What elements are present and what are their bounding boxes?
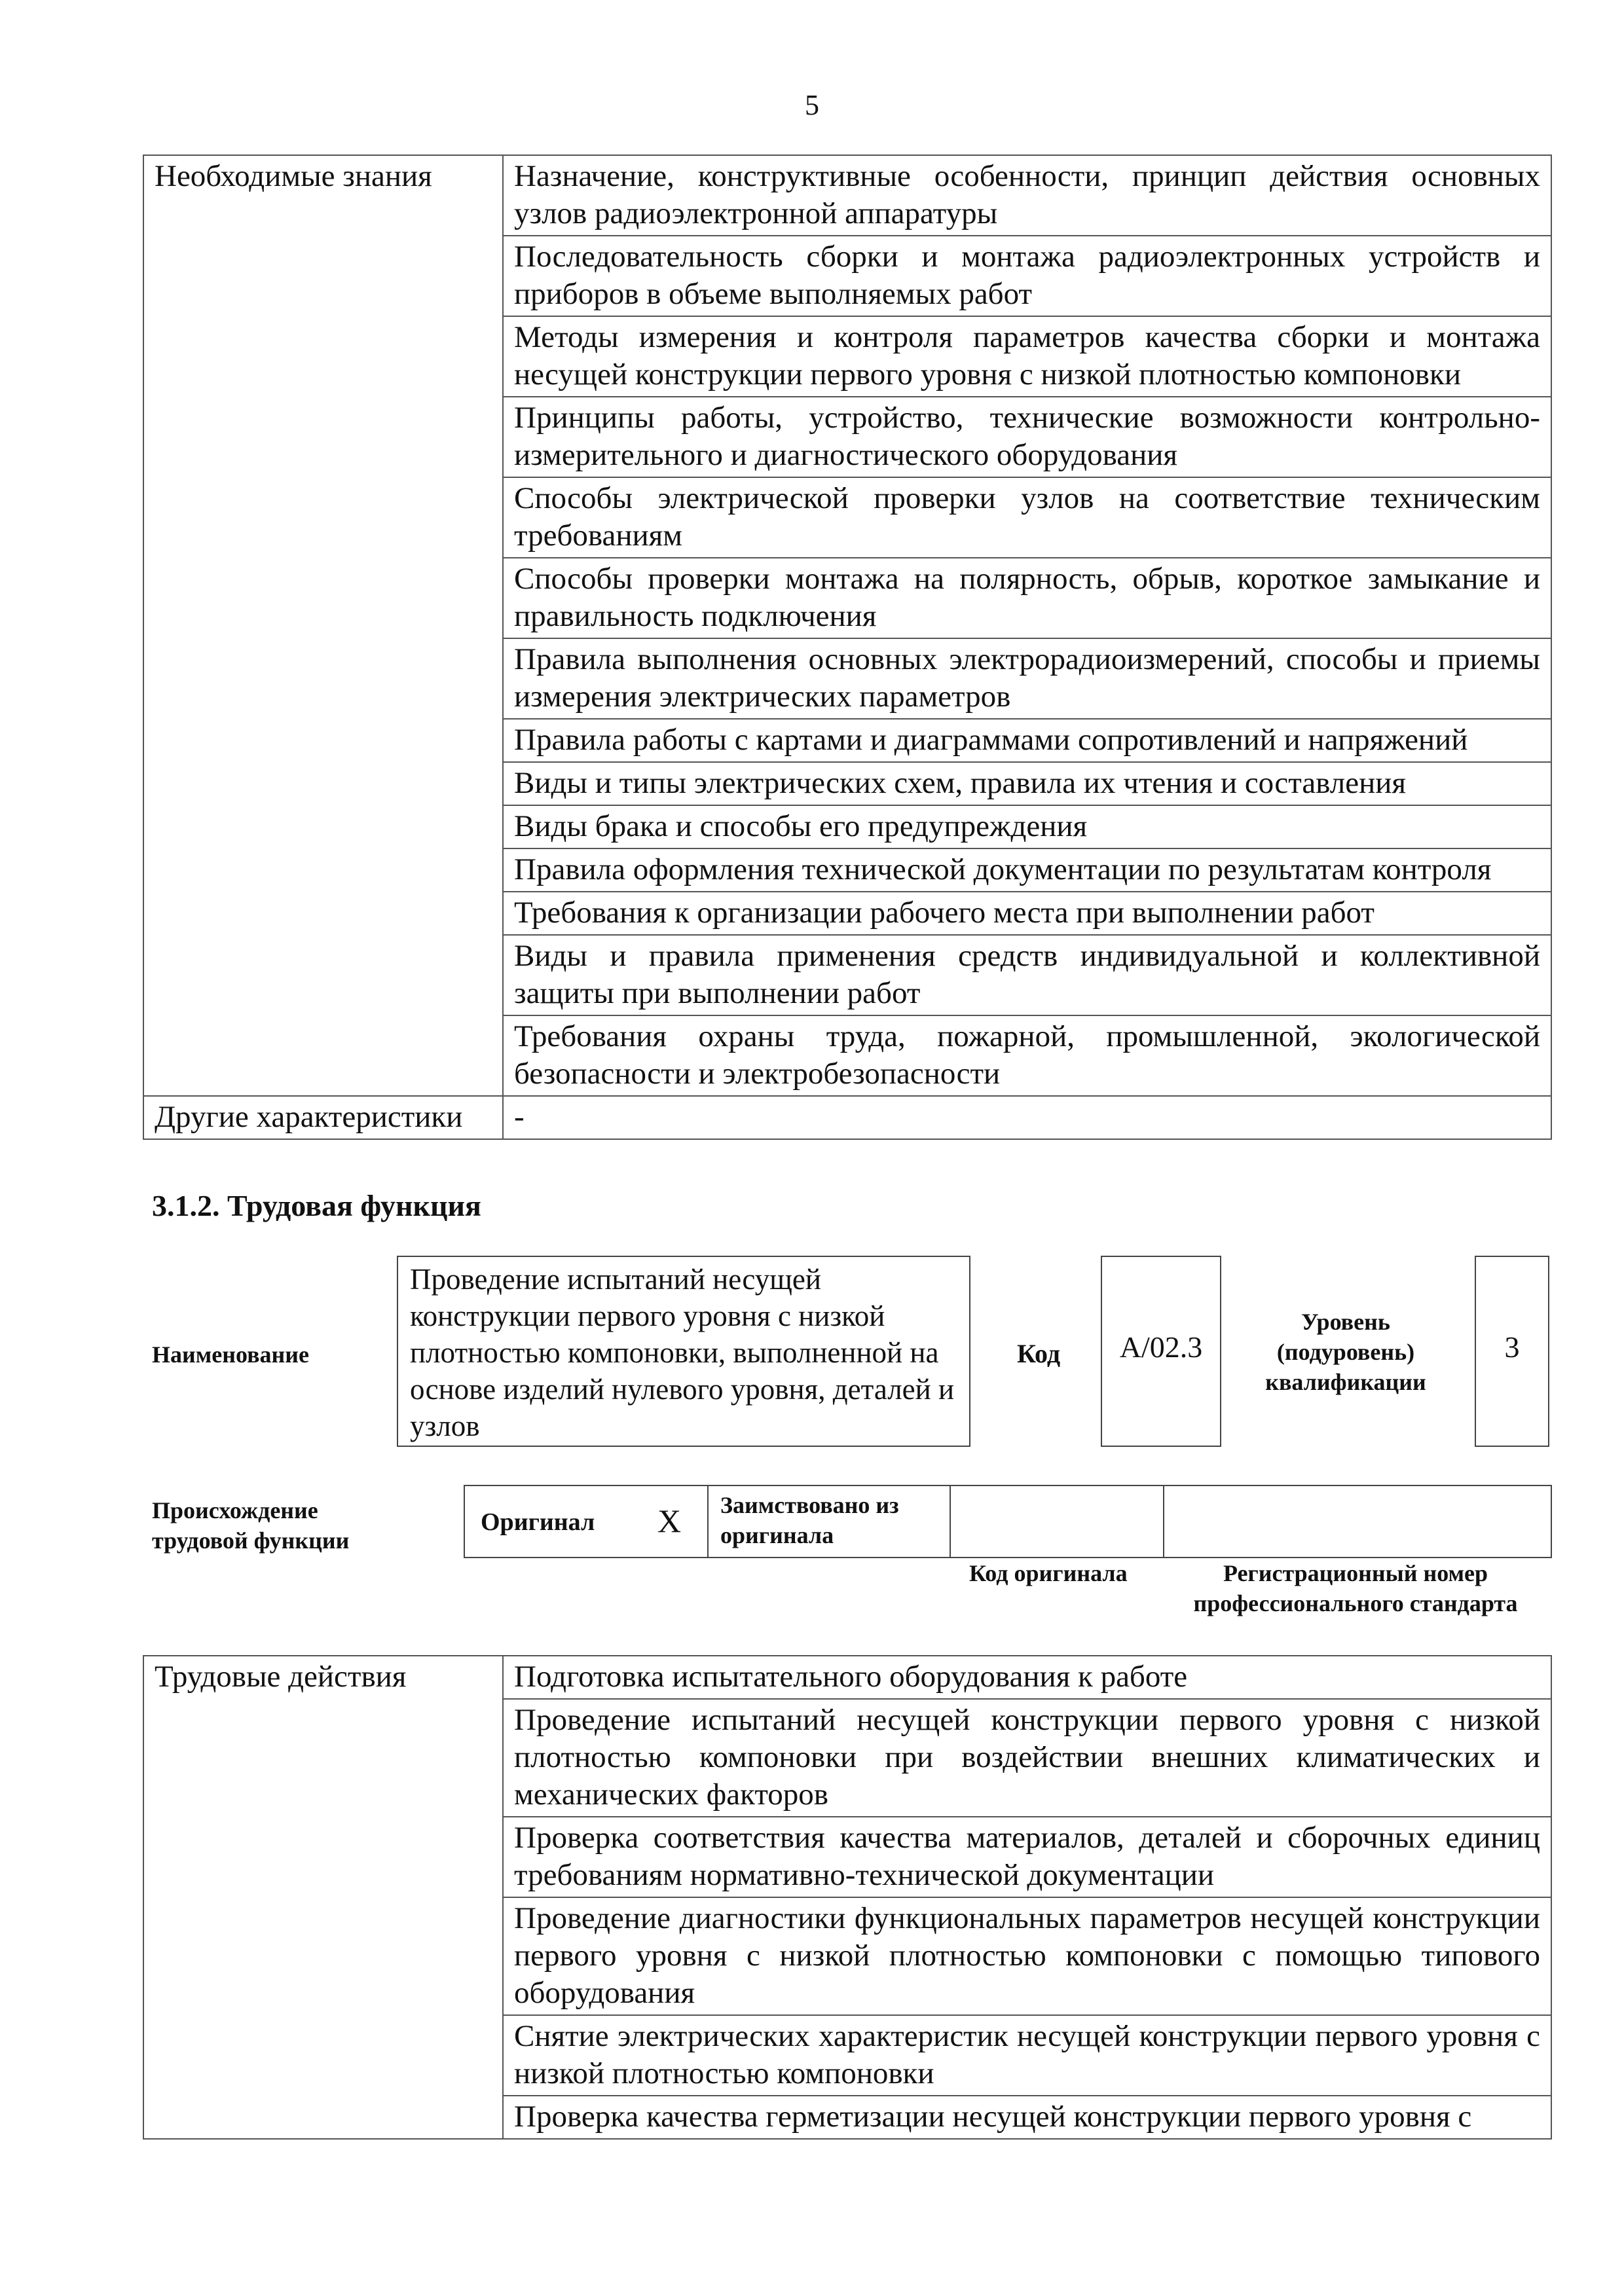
knowledge-item: Виды и правила применения средств индивидуальной и коллективной защиты при выполнении работ (503, 935, 1551, 1015)
function-name-value: Проведение испытаний несущей конструкции первого уровня с низкой плотностью компоновки, выполненной на основе изделий нулевого уровня, деталей и узлов (410, 1263, 955, 1442)
action-item: Проверка соответствия качества материалов, деталей и сборочных единиц требованиям нормативно-технической документации (503, 1817, 1551, 1897)
action-item: Проверка качества герметизации несущей конструкции первого уровня с (503, 2096, 1551, 2139)
function-name-box (397, 1256, 970, 1447)
table-row (143, 1656, 1551, 1699)
actions-label: Трудовые действия (143, 1656, 503, 2139)
code-box (1101, 1256, 1221, 1447)
knowledge-item: Способы электрической проверки узлов на соответствие техническим требованиям (503, 477, 1551, 558)
knowledge-label: Необходимые знания (143, 155, 503, 1096)
knowledge-item: Назначение, конструктивные особенности, принцип действия основных узлов радиоэлектронной аппаратуры (503, 155, 1551, 236)
table-row (143, 1096, 1551, 1139)
function-name-label: Наименование (152, 1341, 309, 1368)
original-label: Оригинал (481, 1508, 595, 1536)
knowledge-item: Способы проверки монтажа на полярность, обрыв, короткое замыкание и правильность подключения (503, 558, 1551, 638)
reg-number-label: Регистрационный номер профессионального стандарта (1193, 1560, 1518, 1616)
level-value: 3 (1504, 1330, 1520, 1364)
level-box (1475, 1256, 1549, 1447)
knowledge-item: Требования охраны труда, пожарной, промышленной, экологической безопасности и электробезопасности (503, 1015, 1551, 1096)
knowledge-item: Правила оформления технической документации по результатам контроля (503, 848, 1551, 892)
code-label: Код (1017, 1339, 1061, 1368)
knowledge-item: Виды и типы электрических схем, правила их чтения и составления (503, 762, 1551, 805)
knowledge-item: Правила выполнения основных электрорадиоизмерений, способы и приемы измерения электрических параметров (503, 638, 1551, 719)
other-label: Другие характеристики (143, 1096, 503, 1139)
section-heading: 3.1.2. Трудовая функция (152, 1189, 481, 1222)
actions-table (143, 1655, 1552, 2140)
original-mark: X (657, 1503, 682, 1539)
knowledge-item: Виды брака и способы его предупреждения (503, 805, 1551, 848)
origin-label: Происхождение трудовой функции (152, 1497, 350, 1554)
action-item: Снятие электрических характеристик несущей конструкции первого уровня с низкой плотностью компоновки (503, 2015, 1551, 2096)
borrowed-label: Заимствовано из оригинала (720, 1492, 899, 1548)
action-item: Проведение испытаний несущей конструкции первого уровня с низкой плотностью компоновки при воздействии внешних климатических и механических факторов (503, 1699, 1551, 1817)
other-value: - (503, 1096, 1551, 1139)
page-number: 5 (805, 89, 819, 121)
code-original-label: Код оригинала (969, 1560, 1128, 1586)
origin-box (464, 1485, 1552, 1558)
knowledge-item: Требования к организации рабочего места при выполнении работ (503, 892, 1551, 935)
knowledge-item: Правила работы с картами и диаграммами сопротивлений и напряжений (503, 719, 1551, 762)
table-row (143, 155, 1551, 236)
knowledge-item: Принципы работы, устройство, технические возможности контрольно-измерительного и диагностического оборудования (503, 397, 1551, 477)
level-label: Уровень (подуровень) квалификации (1265, 1309, 1426, 1395)
action-item: Проведение диагностики функциональных параметров несущей конструкции первого уровня с низкой плотностью компоновки с помощью типового оборудования (503, 1897, 1551, 2015)
action-item: Подготовка испытательного оборудования к работе (503, 1656, 1551, 1699)
knowledge-item: Методы измерения и контроля параметров качества сборки и монтажа несущей конструкции первого уровня с низкой плотностью компоновки (503, 316, 1551, 397)
knowledge-item: Последовательность сборки и монтажа радиоэлектронных устройств и приборов в объеме выполняемых работ (503, 236, 1551, 316)
knowledge-table (143, 155, 1552, 1140)
code-value: A/02.3 (1119, 1330, 1203, 1364)
